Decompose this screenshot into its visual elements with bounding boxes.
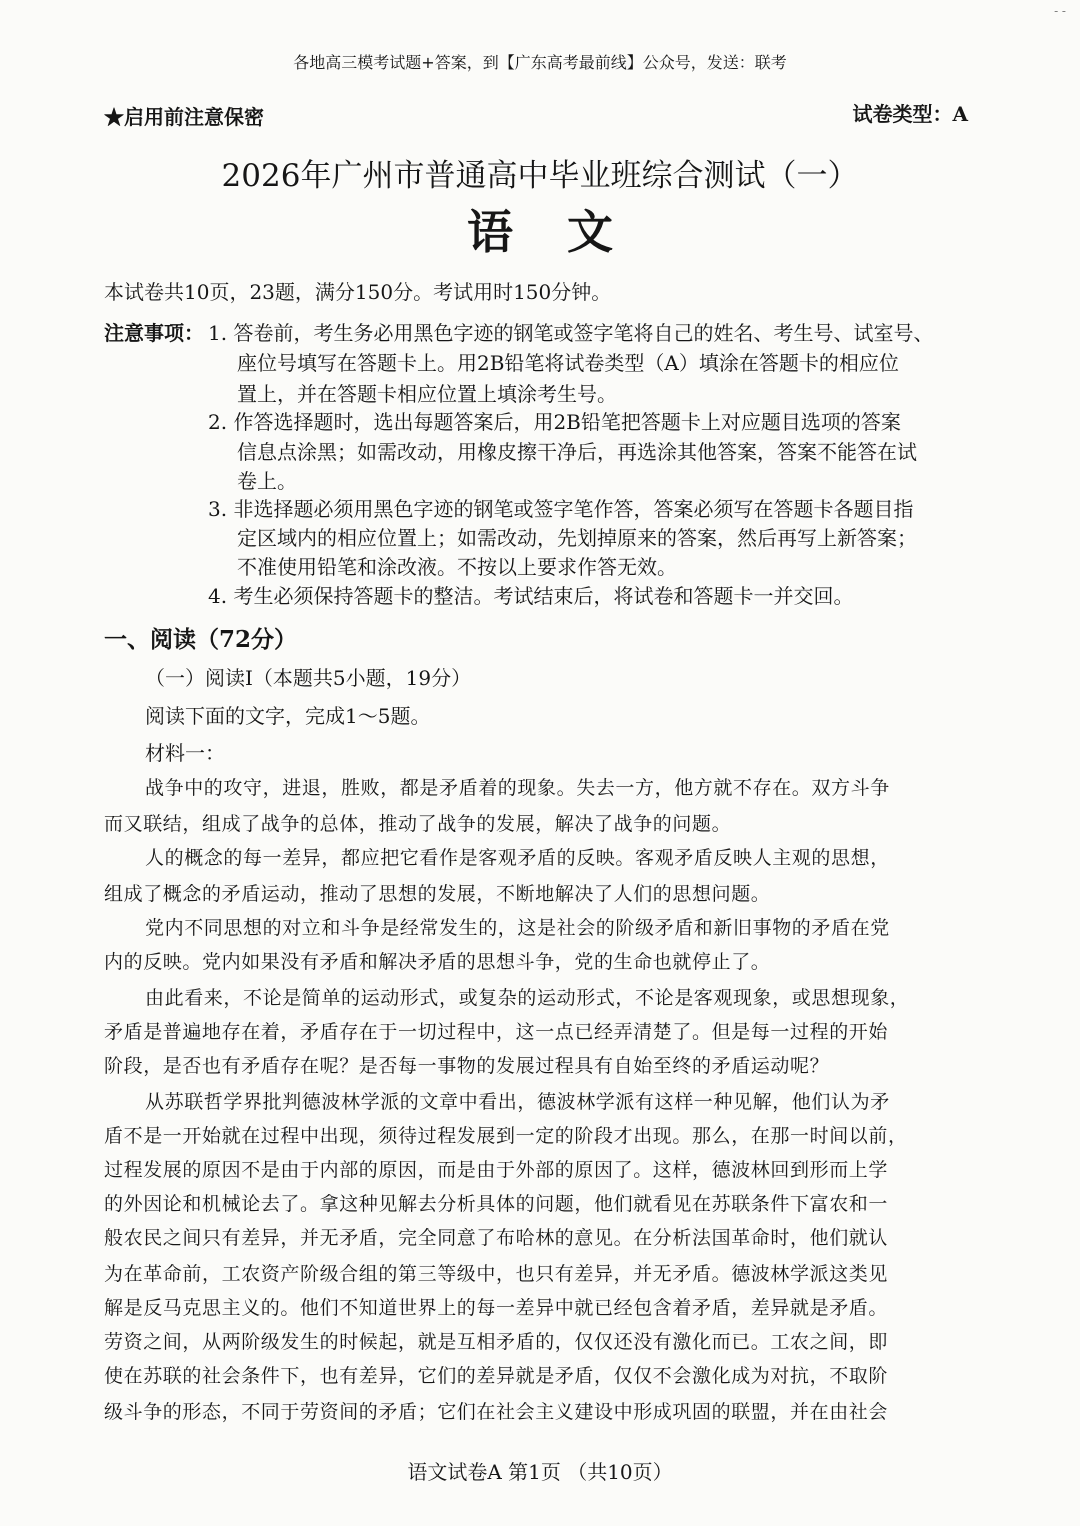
notice-line: 座位号填写在答题卡上。用2B铅笔将试卷类型（A）填涂在答题卡的相应位 xyxy=(237,351,899,375)
page-footer: 语文试卷A 第1页 （共10页） xyxy=(407,1460,673,1484)
exam-info: 本试卷共10页，23题，满分150分。考试用时150分钟。 xyxy=(104,280,612,304)
exam-title: 2026年广州市普通高中毕业班综合测试（一） xyxy=(221,158,859,194)
body-line: 矛盾是普遍地存在着，矛盾存在于一切过程中，这一点已经弄清楚了。但是每一过程的开始 xyxy=(104,1021,889,1043)
body-line: 使在苏联的社会条件下，也有差异，它们的差异就是矛盾，仅仅不会激化成为对抗，不取阶 xyxy=(104,1365,889,1387)
notice-line: 信息点涂黑；如需改动，用橡皮擦干净后，再选涂其他答案，答案不能答在试 xyxy=(237,440,917,464)
body-line: 过程发展的原因不是由于内部的原因，而是由于外部的原因了。这样，德波林回到形而上学 xyxy=(104,1159,889,1181)
body-line: 人的概念的每一差异，都应把它看作是客观矛盾的反映。客观矛盾反映人主观的思想， xyxy=(145,847,890,869)
section-heading: 一、阅读（72分） xyxy=(104,626,298,653)
notice-line: 3. 非选择题必须用黑色字迹的钢笔或签字笔作答，答案必须写在答题卡各题目指 xyxy=(208,497,914,521)
body-line: 战争中的攻守，进退，胜败，都是矛盾着的现象。失去一方，他方就不存在。双方斗争 xyxy=(145,777,890,799)
notice-line: 2. 作答选择题时，选出每题答案后，用2B铅笔把答题卡上对应题目选项的答案 xyxy=(208,410,901,434)
subsection-heading: （一）阅读Ⅰ（本题共5小题，19分） xyxy=(145,666,472,690)
reading-instruction: 阅读下面的文字，完成1～5题。 xyxy=(145,704,431,728)
top-note: 各地高三模考试题+答案，到【广东高考最前线】公众号，发送：联考 xyxy=(293,53,787,72)
subject-title: 语文 xyxy=(467,205,667,259)
confidential-label: ★启用前注意保密 xyxy=(104,105,264,129)
body-line: 为在革命前，工农资产阶级合组的第三等级中，也只有差异，并无矛盾。德波林学派这类见 xyxy=(104,1263,889,1285)
body-line: 从苏联哲学界批判德波林学派的文章中看出，德波林学派有这样一种见解，他们认为矛 xyxy=(145,1091,890,1113)
body-line: 盾不是一开始就在过程中出现，须待过程发展到一定的阶段才出现。那么，在那一时间以前， xyxy=(104,1125,908,1147)
body-line: 而又联结，组成了战争的总体，推动了战争的发展，解决了战争的问题。 xyxy=(104,813,732,835)
body-line: 的外因论和机械论去了。拿这种见解去分析具体的问题，他们就看见在苏联条件下富农和一 xyxy=(104,1193,889,1215)
body-line: 阶段，是否也有矛盾存在呢？是否每一事物的发展过程具有自始至终的矛盾运动呢？ xyxy=(104,1055,830,1077)
notice-label: 注意事项： xyxy=(104,321,204,345)
notice-line: 定区域内的相应位置上；如需改动，先划掉原来的答案，然后再写上新答案； xyxy=(237,526,917,550)
body-line: 内的反映。党内如果没有矛盾和解决矛盾的思想斗争，党的生命也就停止了。 xyxy=(104,951,771,973)
notice-line: 1. 答卷前，考生务必用黑色字迹的钢笔或签字笔将自己的姓名、考生号、试室号、 xyxy=(208,321,934,345)
body-line: 解是反马克思主义的。他们不知道世界上的每一差异中就已经包含着矛盾，差异就是矛盾。 xyxy=(104,1297,889,1319)
notice-line: 置上，并在答题卡相应位置上填涂考生号。 xyxy=(237,382,617,406)
notice-line: 4. 考生必须保持答题卡的整洁。考试结束后，将试卷和答题卡一并交回。 xyxy=(208,584,854,608)
body-line: 劳资之间，从两阶级发生的时候起，就是互相矛盾的，仅仅还没有激化而已。工农之间，即 xyxy=(104,1331,889,1353)
body-line: 级斗争的形态，不同于劳资间的矛盾；它们在社会主义建设中形成巩固的联盟，并在由社会 xyxy=(104,1401,889,1423)
notice-line: 不准使用铅笔和涂改液。不按以上要求作答无效。 xyxy=(237,555,677,579)
notice-line: 卷上。 xyxy=(237,469,297,493)
corner-mark: - - xyxy=(1054,4,1066,18)
body-line: 组成了概念的矛盾运动，推动了思想的发展，不断地解决了人们的思想问题。 xyxy=(104,883,771,905)
body-line: 由此看来，不论是简单的运动形式，或复杂的运动形式，不论是客观现象，或思想现象， xyxy=(145,987,910,1009)
paper-type-label: 试卷类型：A xyxy=(852,102,968,126)
material-label: 材料一： xyxy=(145,741,225,765)
body-line: 党内不同思想的对立和斗争是经常发生的，这是社会的阶级矛盾和新旧事物的矛盾在党 xyxy=(145,917,890,939)
body-line: 般农民之间只有差异，并无矛盾，完全同意了布哈林的意见。在分析法国革命时，他们就认 xyxy=(104,1227,889,1249)
